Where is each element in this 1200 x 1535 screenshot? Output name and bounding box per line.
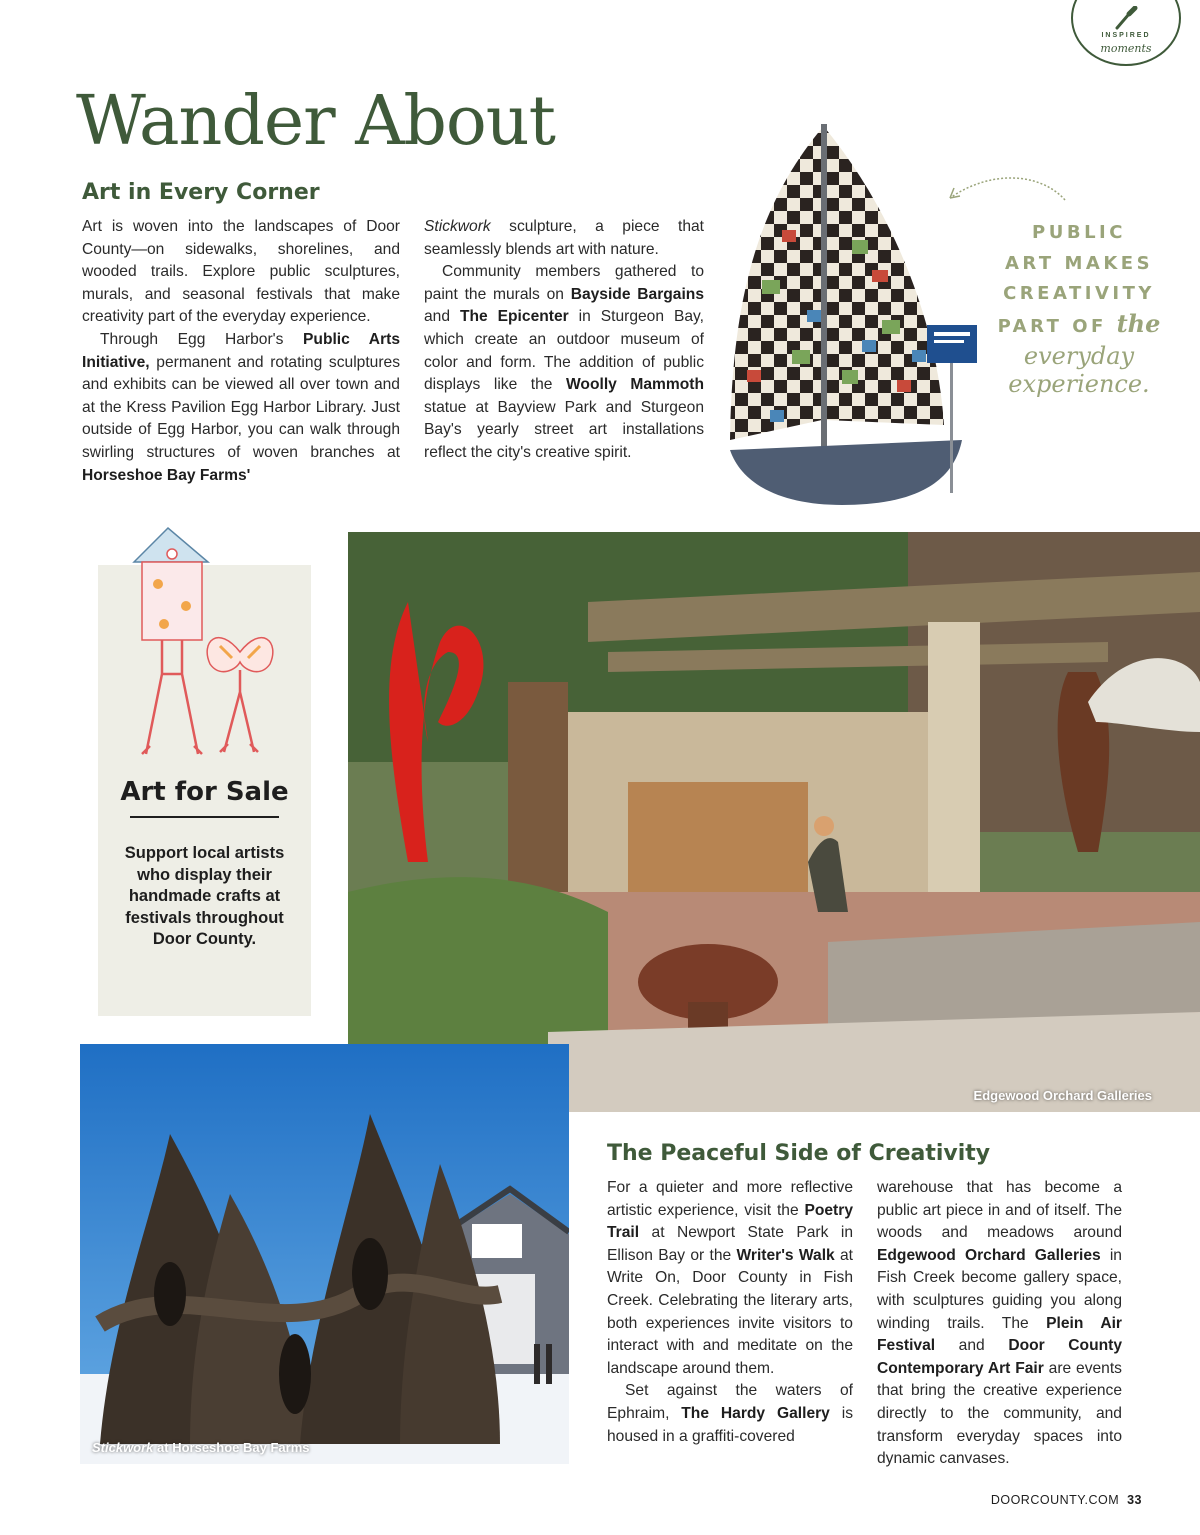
woven-branches-sculpture-image	[80, 1044, 569, 1464]
edgewood-galleries-photo	[348, 532, 1200, 1112]
section1-column1	[82, 216, 400, 487]
section2-heading: The Peaceful Side of Creativity	[607, 1141, 991, 1166]
section1-heading: Art in Every Corner	[82, 180, 320, 205]
paintbrush-icon	[1113, 6, 1139, 30]
page-footer	[991, 1493, 1142, 1507]
garden-sculpture-image	[348, 532, 1200, 1112]
paragraph: For a quieter and more reflective artistic experience, visit the Poetry Trail at Newport State Park in Ellison Bay or the Writer's Walk at Write On, Door County in Fish Creek. Celebrating the literary arts, both experiences invite visitors to interact with and meditate on the landscape around them.	[607, 1179, 853, 1377]
page-number: 33	[1127, 1493, 1142, 1507]
pull-quote-line: experience.	[1008, 370, 1150, 398]
photo-caption: Stickwork at Horseshoe Bay Farms	[92, 1440, 310, 1455]
paragraph: Community members gathered to paint the murals on Bayside Bargains and The Epicenter in Sturgeon Bay, which create an outdoor museum of color and form. The addition of public displays like the Woolly Mammoth statue at Bayview Park and Sturgeon Bay's yearly street art installations reflect the city's creative spirit.	[424, 263, 704, 461]
pull-quote-line: everyday	[1023, 342, 1135, 370]
inspired-moments-badge	[1071, 0, 1181, 66]
pull-quote	[990, 218, 1168, 398]
paragraph: Stickwork sculpture, a piece that seamlessly blends art with nature.	[424, 218, 704, 258]
sidebar-heading: Art for Sale	[120, 777, 289, 807]
pull-quote-line: PART OF the	[997, 308, 1161, 338]
paragraph: Through Egg Harbor's Public Arts Initiative, permanent and rotating sculptures and exhibits can be viewed all over town and at the Kress Pavilion Egg Harbor Library. Just outside of Egg Harbor, you can walk through swirling structures of woven branches at Horseshoe Bay Farms'	[82, 330, 400, 484]
badge-line1: INSPIRED	[1101, 32, 1151, 39]
sidebar-body: Support local artists who display their handmade crafts at festivals throughout Door County.	[124, 844, 285, 949]
footer-site: DOORCOUNTY.COM	[990, 1493, 1120, 1507]
curved-arrow-icon	[940, 170, 1070, 210]
paragraph: warehouse that has become a public art piece in and of itself. The woods and meadows around Edgewood Orchard Galleries in Fish Creek become gallery space, with sculptures guiding you along winding trails. The Plein Air Festival and Door County Contemporary Art Fair are events that bring the creative experience directly to the community, and transform everyday spaces into dynamic canvases.	[877, 1179, 1122, 1468]
pull-quote-line: CREATIVITY	[1003, 283, 1155, 304]
badge-line2: moments	[1100, 42, 1152, 55]
paragraph: Set against the waters of Ephraim, The Hardy Gallery is housed in a graffiti-covered	[607, 1382, 854, 1445]
pull-quote-line: ART MAKES	[1004, 252, 1154, 274]
section2-column2	[877, 1177, 1122, 1471]
section2-column1	[607, 1177, 853, 1448]
photo-caption: Edgewood Orchard Galleries	[973, 1088, 1152, 1103]
divider	[130, 816, 279, 818]
birdhouse-butterfly-illustration	[128, 524, 298, 764]
stickwork-photo	[80, 1044, 569, 1464]
paragraph: Art is woven into the landscapes of Door County—on sidewalks, shorelines, and wooded trails. Explore public sculptures, murals, and seasonal festivals that make creativity part of the everyday experience.	[82, 218, 400, 326]
pull-quote-line: PUBLIC	[1032, 222, 1126, 243]
page-title: Wander About	[76, 82, 555, 161]
section1-column2	[424, 216, 704, 465]
